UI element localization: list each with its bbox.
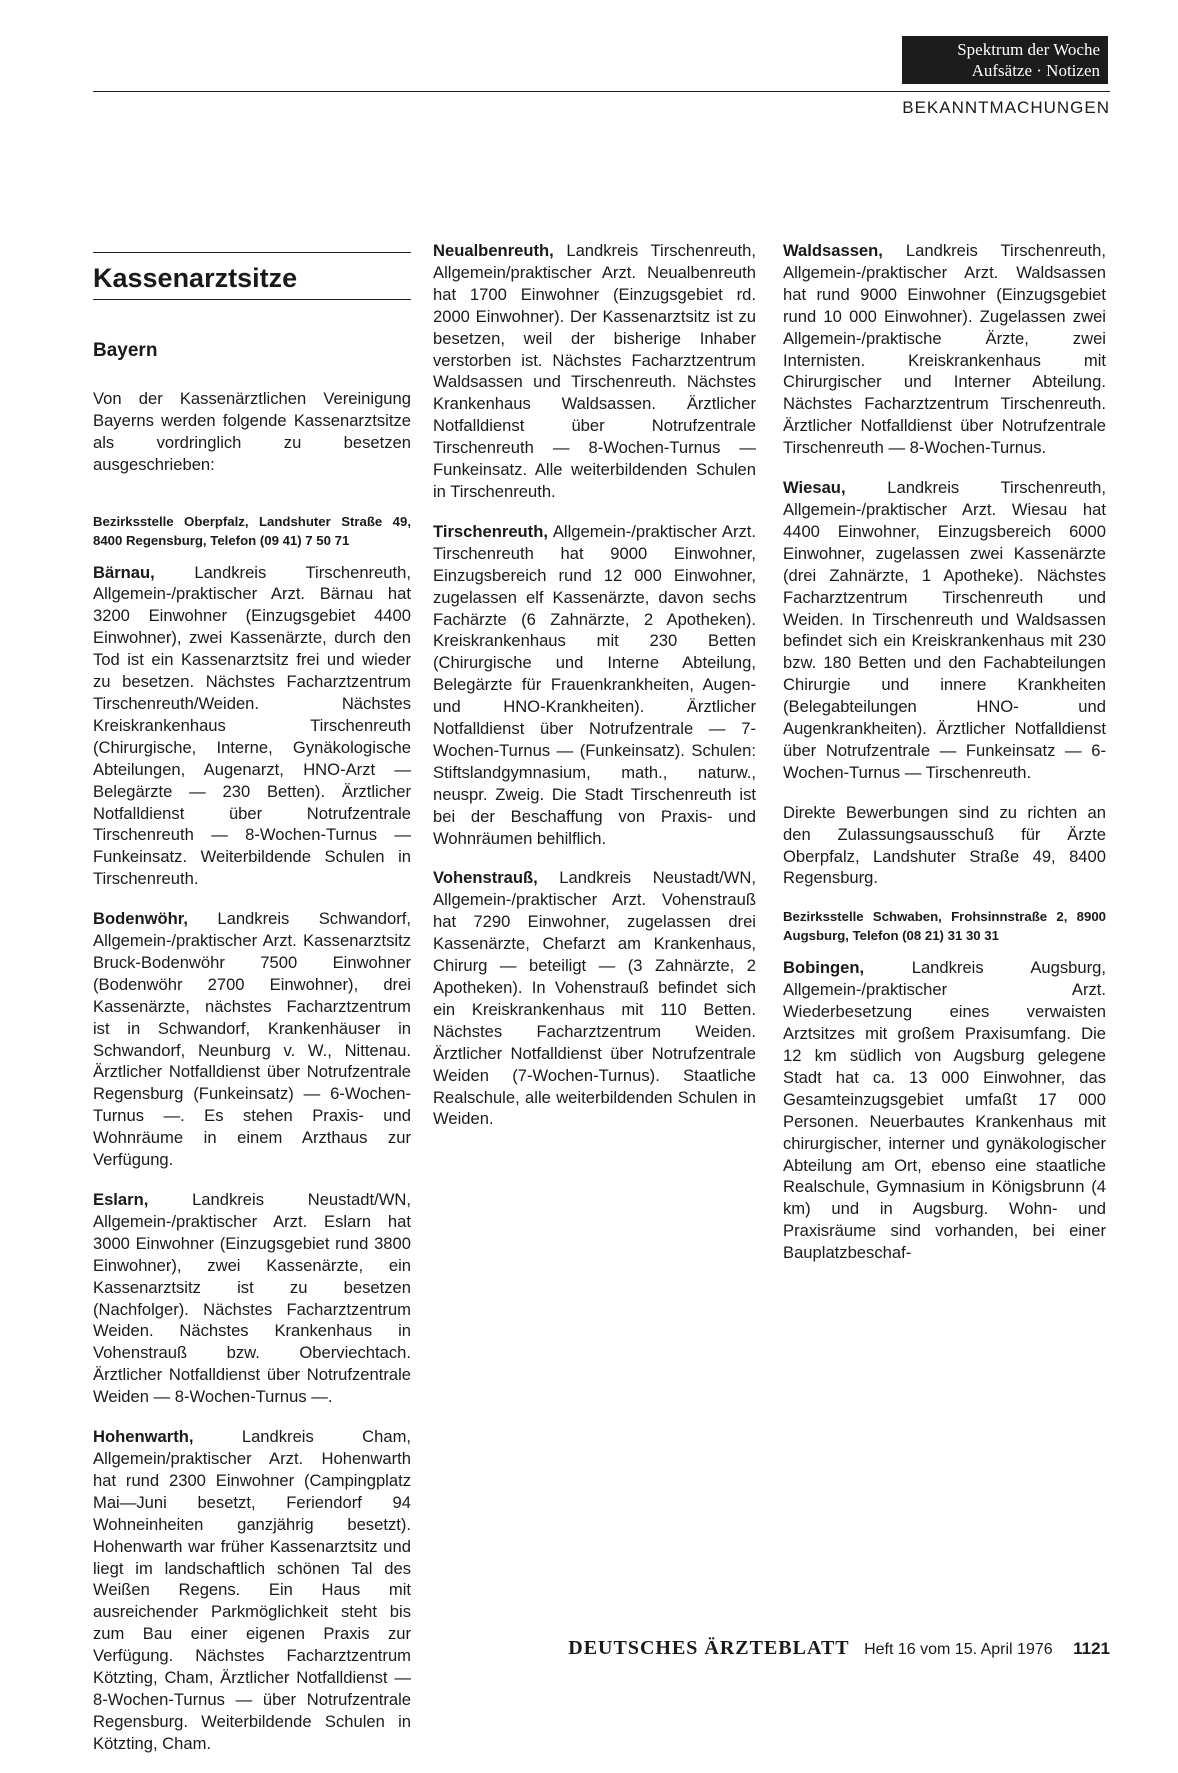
place-name: Vohenstrauß, <box>433 868 538 888</box>
office-address: Bezirksstelle Schwaben, Frohsinnstraße 2, 8900 Augsburg, Telefon (08 21) 31 30 31 <box>783 909 1106 944</box>
entry-text: Landkreis Cham, Allgemein/praktischer Arzt. Hohenwarth hat rund 2300 Einwohner (Campingplatz Mai—Juni besetzt, Feriendorf 94 Wohneinheiten ganzjährig besetzt). Hohenwarth war früher Kassenarztsitz und liegt im landschaftlich schönen Tal des Weißen Regens. Ein Haus mit ausreichender Parkmöglichkeit steht bis zum Bau einer eigenen Praxis zur Verfügung. Nächstes Facharztzentrum Kötzting, Cham, Ärztlicher Notfalldienst — 8-Wochen-Turnus — über Notrufzentrale Regensburg. Weiterbildende Schulen in Kötzting, Cham. <box>93 1427 411 1753</box>
column-1 <box>93 252 411 1773</box>
badge-line-2: Aufsätze · Notizen <box>971 61 1100 80</box>
place-name: Bobingen, <box>783 958 865 978</box>
place-name: Tirschenreuth, <box>433 521 548 541</box>
page-number: 1121 <box>1073 1639 1110 1658</box>
listing-entry <box>93 1189 411 1408</box>
entry-text: Landkreis Tirschenreuth, Allgemein-/praktischer Arzt. Bärnau hat 3200 Einwohner (Einzugsgebiet 4400 Einwohner), zwei Kassenärzte, durch den Tod ist ein Kassenarztsitz frei und wieder zu besetzen. Nächstes Facharztzentrum Tirschenreuth/Weiden. Nächstes Kreiskrankenhaus Tirschenreuth (Chirurgische, Interne, Gynäkologische Abteilungen, Augenarzt, HNO-Arzt — Belegärzte — 230 Betten). Ärztlicher Notfalldienst über Notrufzentrale Tirschenreuth — 8-Wochen-Turnus — Funkeinsatz. Weiterbildende Schulen in Tirschenreuth. <box>93 562 411 889</box>
place-name: Waldsassen, <box>783 241 883 260</box>
listing-entry <box>783 240 1106 459</box>
column-2 <box>433 240 756 1148</box>
entry-text: Landkreis Schwandorf, Allgemein-/praktischer Arzt. Kassenarztsitz Bruck-Bodenwöhr 7500 Einwohner (Bodenwöhr 2700 Einwohner), drei Kassenärzte, nächstes Facharztzentrum ist in Schwandorf, Krankenhäuser in Schwandorf, Neunburg v. W., Nittenau. Ärztlicher Notfalldienst über Notrufzentrale Regensburg (Funkeinsatz) — 6-Wochen-Turnus —. Es stehen Praxis- und Wohnräume in einem Arzthaus zur Verfügung. <box>93 909 411 1170</box>
place-name: Hohenwarth, <box>93 1427 194 1447</box>
listing-entry <box>93 562 411 891</box>
listing-entry <box>93 1426 411 1755</box>
listing-entry <box>433 240 756 503</box>
office-address: Bezirksstelle Oberpfalz, Landshuter Straße 49, 8400 Regensburg, Telefon (09 41) 7 50 71 <box>93 513 411 548</box>
page-footer <box>568 1637 1110 1660</box>
place-name: Bodenwöhr, <box>93 909 188 929</box>
place-name: Eslarn, <box>93 1190 149 1209</box>
place-name: Bärnau, <box>93 562 155 582</box>
entry-text: Landkreis Neustadt/WN, Allgemein-/praktischer Arzt. Vohenstrauß hat 7290 Einwohner, zugelassen drei Kassenärzte, Chefarzt am Krankenhaus, Chirurg — beteiligt — (3 Zahnärzte, 2 Apotheken). In Vohenstrauß befindet sich ein Kreiskrankenhaus mit 110 Betten. Nächstes Facharztzentrum Weiden. Ärztlicher Notfalldienst über Notrufzentrale Weiden (7-Wochen-Turnus). Staatliche Realschule, alle weiterbildenden Schulen in Weiden. <box>433 868 756 1129</box>
entry-text: Landkreis Tirschenreuth, Allgemein-/praktischer Arzt. Waldsassen hat rund 9000 Einwohner (Einzugsgebiet rund 10 000 Einwohner). Zugelassen zwei Allgemein-/praktische Ärzte, zwei Internisten. Kreiskrankenhaus mit Chirurgischer und Interner Abteilung. Nächstes Facharztzentrum Tirschenreuth. Ärztlicher Notfalldienst über Notrufzentrale Tirschenreuth — 8-Wochen-Turnus. <box>783 241 1106 458</box>
badge-line-1: Spektrum der Woche <box>957 40 1100 59</box>
journal-name: DEUTSCHES ÄRZTEBLATT <box>568 1637 850 1659</box>
section-label: BEKANNTMACHUNGEN <box>902 98 1110 117</box>
place-name: Wiesau, <box>783 478 846 498</box>
header-rule <box>93 91 1110 92</box>
listing-entry <box>433 867 756 1130</box>
listing-entry <box>433 521 756 850</box>
entry-text: Landkreis Tirschenreuth, Allgemein/praktischer Arzt. Neualbenreuth hat 1700 Einwohner (Einzugsgebiet rd. 2000 Einwohner). Der Kassenarztsitz ist zu besetzen, weil der bisherige Inhaber verstorben ist. Nächstes Facharztzentrum Waldsassen und Tirschenreuth. Nächstes Krankenhaus Waldsassen. Ärztlicher Notfalldienst über Notrufzentrale Tirschenreuth — 8-Wochen-Turnus — Funkeinsatz. Alle weiterbildenden Schulen in Tirschenreuth. <box>433 241 756 501</box>
column-3 <box>783 240 1106 1282</box>
listing-entry <box>783 477 1106 784</box>
intro-paragraph: Von der Kassenärztlichen Vereinigung Bayerns werden folgende Kassenarztsitze als vordringlich zu besetzen ausgeschrieben: <box>93 388 411 474</box>
listing-entry <box>783 957 1106 1264</box>
entry-text: Landkreis Tirschenreuth, Allgemein-/praktischer Arzt. Wiesau hat 4400 Einwohner, Einzugsbereich 6000 Einwohner, zugelassen zwei Kassenärzte (drei Zahnärzte, 1 Apotheke). Nächstes Facharztzentrum Tirschenreuth und Weiden. In Tirschenreuth und Waldsassen befindet sich ein Kreiskrankenhaus mit 230 bzw. 180 Betten und den Fachabteilungen Chirurgie und innere Krankheiten (Belegabteilungen HNO- und Augenkrankheiten). Ärztlicher Notfalldienst über Notrufzentrale — Funkeinsatz — 6-Wochen-Turnus — Tirschenreuth. <box>783 478 1106 782</box>
place-name: Neualbenreuth, <box>433 241 554 260</box>
issue-info: Heft 16 vom 15. April 1976 <box>864 1641 1053 1658</box>
applications-note: Direkte Bewerbungen sind zu richten an den Zulassungsausschuß für Ärzte Oberpfalz, Landshuter Straße 49, 8400 Regensburg. <box>783 802 1106 888</box>
title-rule-bottom <box>93 299 411 300</box>
entry-text: Landkreis Neustadt/WN, Allgemein-/praktischer Arzt. Eslarn hat 3000 Einwohner (Einzugsgebiet rund 3800 Einwohner), zwei Kassenärzte, ein Kassenarztsitz ist zu besetzen (Nachfolger). Nächstes Facharztzentrum Weiden. Nächstes Krankenhaus in Vohenstrauß bzw. Oberviechtach. Ärztlicher Notfalldienst über Notrufzentrale Weiden — 8-Wochen-Turnus —. <box>93 1190 411 1407</box>
article-title: Kassenarztsitze <box>93 263 298 293</box>
listing-entry <box>93 908 411 1171</box>
section-badge <box>902 36 1108 84</box>
title-rule-top <box>93 252 411 253</box>
entry-text: Allgemein-/praktischer Arzt. Tirschenreuth hat 9000 Einwohner, Einzugsbereich rund 12 000 Einwohner, zugelassen elf Kassenärzte, davon sechs Fachärzte (6 Zahnärzte, 2 Apotheken). Kreiskrankenhaus mit 230 Betten (Chirurgische und Interne Abteilung, Belegärzte für Frauenkrankheiten, Augen- und HNO-Krankheiten). Ärztlicher Notfalldienst über Notrufzentrale — 7-Wochen-Turnus — (Funkeinsatz). Schulen: Stiftslandgymnasium, math., naturw., neuspr. Zweig. Die Stadt Tirschenreuth ist bei der Beschaffung von Praxis- und Wohnräumen behilflich. <box>433 521 756 848</box>
region-heading: Bayern <box>93 340 158 361</box>
entry-text: Landkreis Augsburg, Allgemein-/praktischer Arzt. Wiederbesetzung eines verwaisten Arztsitzes mit großem Praxisumfang. Die 12 km südlich von Augsburg gelegene Stadt hat ca. 13 000 Einwohner, das Gesamteinzugsgebiet umfaßt 17 000 Personen. Neuerbautes Krankenhaus mit chirurgischer, interner und gynäkologischer Abteilung am Ort, ebenso eine staatliche Realschule, Gymnasium in Königsbrunn (4 km) und in Augsburg. Wohn- und Praxisräume sind vorhanden, bei einer Bauplatzbeschaf- <box>783 958 1106 1263</box>
